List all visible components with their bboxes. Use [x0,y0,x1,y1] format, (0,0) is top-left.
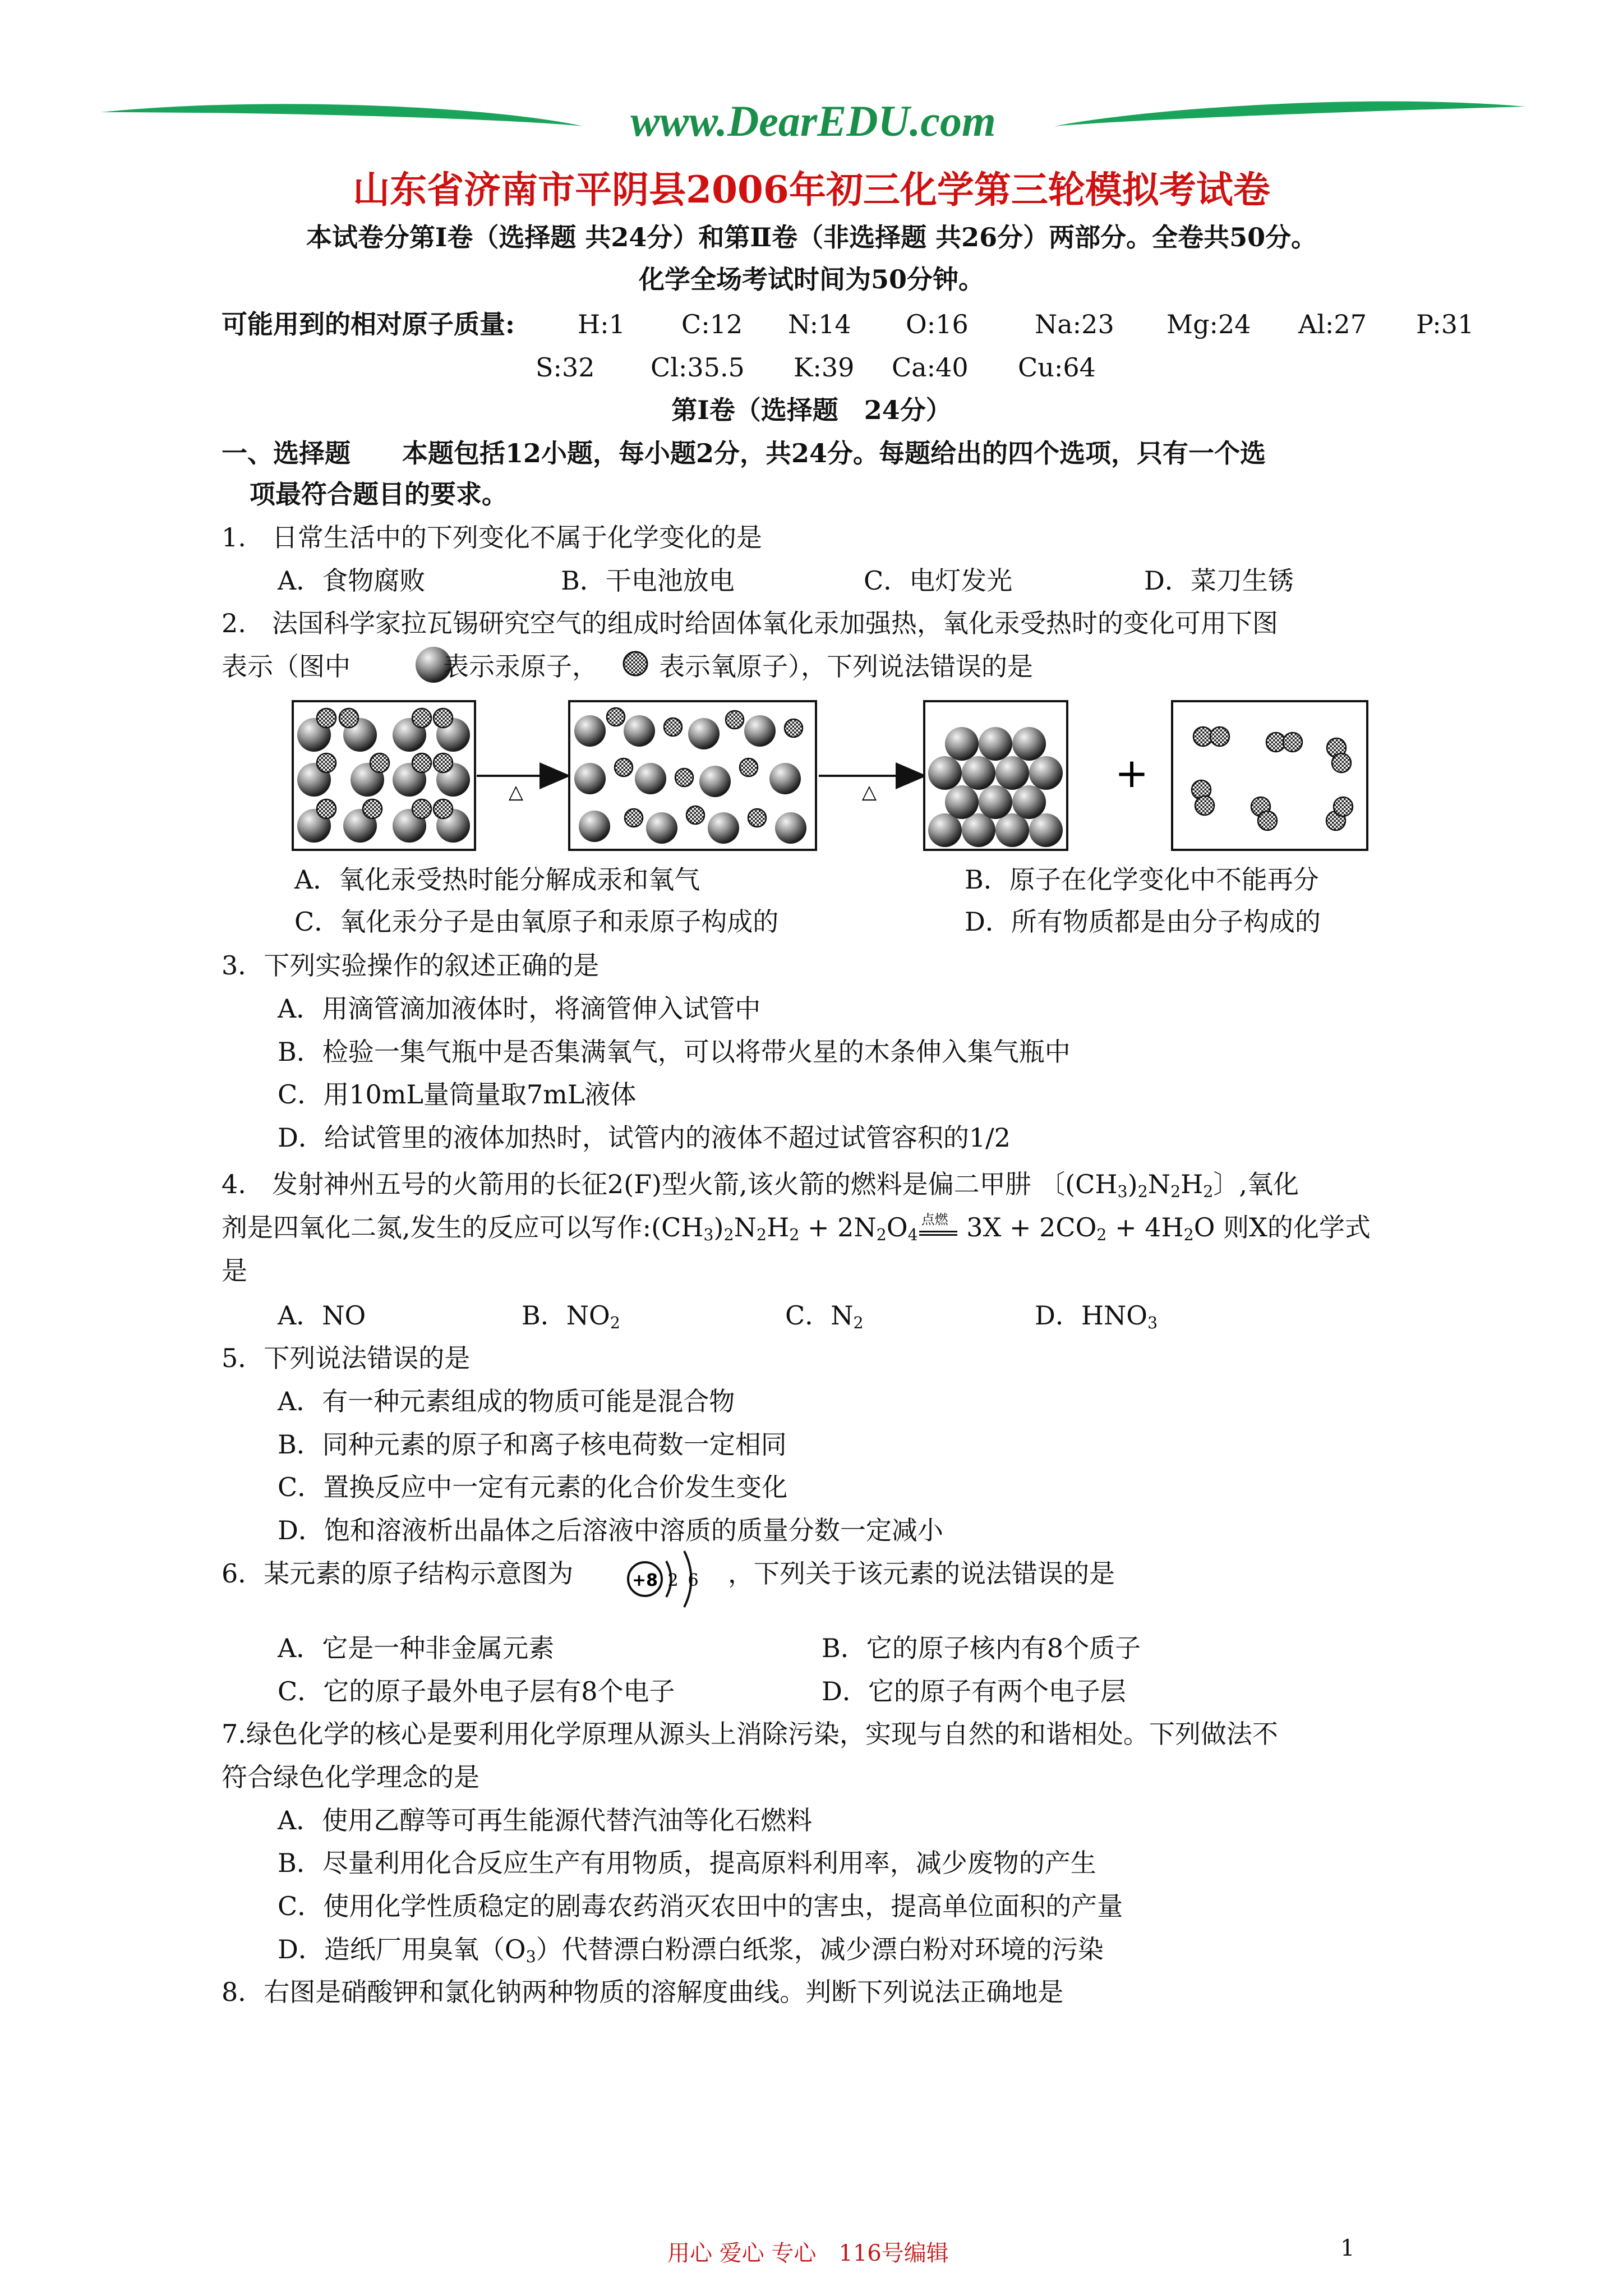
subscript: 2 [853,1314,864,1333]
q4-text: N [1147,1169,1170,1199]
atomic-mass-mg: Mg:24 [1166,309,1251,339]
q3-option-a: A．用滴管滴加液体时，将滴管伸入试管中 [278,993,761,1024]
shell1-electrons: 2 [667,1571,679,1590]
header-banner [101,95,1525,146]
q5-option-b: B．同种元素的原子和离子核电荷数一定相同 [278,1429,787,1460]
section1-heading: 一、选择题 本题包括12小题，每小题2分，共24分。每题给出的四个选项，只有一个选 [222,438,1266,468]
q6-option-d: D．它的原子有两个电子层 [822,1676,1126,1706]
q2-stem-line1: 2. 法国科学家拉瓦锡研究空气的组成时给固体氧化汞加强热，氧化汞受热时的变化可用下图 [222,608,1278,638]
subscript: 2 [756,1226,767,1245]
reaction-arrow-2 [819,776,923,803]
subscript: 2 [876,1226,887,1245]
q3-stem: 3．下列实验操作的叙述正确的是 [222,950,600,981]
q2-option-c: C．氧化汞分子是由氧原子和汞原子构成的 [294,907,779,937]
subscript: 2 [1137,1182,1148,1202]
atomic-mass-c: C:12 [681,309,743,339]
q7-option-d-text: ）代替漂白粉漂白纸浆，减少漂白粉对环境的污染 [536,1934,1104,1964]
shell2-electrons: 6 [688,1571,699,1590]
atomic-mass-k: K:39 [794,352,855,383]
q6-stem-b: ，下列关于该元素的说法错误的是 [728,1558,1115,1589]
q1-stem: 1. 日常生活中的下列变化不属于化学变化的是 [222,522,762,553]
q2-stem-line2b: 表示汞原子， [443,651,598,682]
q5-stem: 5．下列说法错误的是 [222,1343,471,1373]
q6-option-a: A．它是一种非金属元素 [278,1633,555,1663]
subscript: 3 [1117,1182,1128,1202]
q1-option-b: B．干电池放电 [561,565,735,596]
box-oxygen-product [1172,701,1367,850]
q6-option-b: B．它的原子核内有8个质子 [822,1633,1141,1663]
q7-stem-line2: 符合绿色化学理念的是 [222,1762,479,1792]
part1-title: 第Ⅰ卷（选择题 24分） [671,395,952,425]
q3-option-c: C．用10mL量筒量取7mL液体 [278,1079,637,1110]
subscript: 2 [723,1226,734,1245]
box-separated-atoms [569,701,816,850]
q4-stem-line3: 是 [222,1255,247,1286]
q4-text: ) [713,1212,724,1243]
q7-stem-line1: 7.绿色化学的核心是要利用化学原理从源头上消除污染，实现与自然的和谐相处。下列做法不 [222,1719,1278,1749]
reaction-condition-arrow [918,1212,958,1241]
document-title: 山东省济南市平阴县2006年初三化学第三轮模拟考试卷 [353,168,1270,211]
subscript: 2 [789,1226,800,1245]
subscript: 4 [907,1226,918,1245]
q5-option-c: C．置换反应中一定有元素的化合价发生变化 [278,1472,788,1502]
q4-text: H [1181,1169,1204,1199]
q7-option-d [278,1934,1104,1967]
atomic-mass-o: O:16 [906,309,969,339]
q4-text: H [767,1212,790,1243]
q1-option-c: C．电灯发光 [864,565,1013,596]
site-url: www.DearEDU.com [630,96,996,145]
q4-stem-line1 [222,1169,1299,1202]
page-number: 1 [1340,2235,1355,2261]
heat-symbol-1: △ [508,781,524,803]
q2-stem-line2c: 表示氧原子），下列说法错误的是 [659,651,1033,682]
oxygen-atom-icon [621,650,649,678]
section1-heading-cont: 项最符合题目的要求。 [250,479,508,509]
q5-option-a: A．有一种元素组成的物质可能是混合物 [278,1386,735,1416]
atomic-mass-s: S:32 [536,352,595,383]
q4-text: 4. 发射神州五号的火箭用的长征2(F)型火箭,该火箭的燃料是偏二甲肼 〔(CH [222,1169,1118,1199]
q4-option-a: A．NO [278,1300,366,1331]
q4-text: O 则X的化学式 [1193,1212,1371,1243]
subscript: 2 [610,1314,620,1333]
subscript: 3 [525,1948,536,1967]
q7-option-a: A．使用乙醇等可再生能源代替汽油等化石燃料 [278,1805,813,1835]
atomic-mass-cl: Cl:35.5 [651,352,745,383]
atomic-mass-na: Na:23 [1035,309,1114,339]
subscript: 3 [703,1226,714,1245]
atomic-mass-h: H:1 [578,309,625,339]
q4-text: 3X + 2CO [958,1212,1097,1243]
q4-text: 剂是四氧化二氮,发生的反应可以写作:(CH [222,1212,704,1243]
intro-line-1: 本试卷分第Ⅰ卷（选择题 共24分）和第Ⅱ卷（非选择题 共26分）两部分。全卷共50分。 [306,222,1317,252]
q4-text: N [734,1212,757,1243]
atomic-mass-al: Al:27 [1298,309,1367,339]
atomic-mass-label: 可能用到的相对原子质量: [222,309,515,339]
atomic-mass-n: N:14 [788,309,851,339]
q4-option-d [1035,1300,1158,1333]
heat-symbol-2: △ [861,781,877,803]
atomic-mass-ca: Ca:40 [892,352,969,383]
subscript: 2 [1183,1226,1194,1245]
q5-option-d: D．饱和溶液析出晶体之后溶液中溶质的质量分数一定减小 [278,1515,943,1545]
plus-sign: + [1114,749,1149,797]
subscript: 2 [1170,1182,1181,1202]
q4-option-d-text: D．HNO [1035,1300,1147,1331]
q7-option-d-text: D．造纸厂用臭氧（O [278,1934,526,1964]
q4-text: O [886,1212,908,1243]
subscript: 2 [1203,1182,1214,1202]
q4-option-b [522,1300,620,1333]
box-mercury-oxide [293,701,475,850]
banner-right-swoosh [1054,102,1525,126]
q4-text: + 2N [799,1212,877,1243]
q4-stem-line2 [222,1212,1371,1245]
q8-stem: 8．右图是硝酸钾和氯化钠两种物质的溶解度曲线。判断下列说法正确地是 [222,1977,1064,2007]
q3-option-b: B．检验一集气瓶中是否集满氧气，可以将带火星的木条伸入集气瓶中 [278,1037,1071,1067]
q4-text: + 4H [1106,1212,1184,1243]
q1-option-d: D．菜刀生锈 [1144,565,1294,596]
q2-option-d: D．所有物质都是由分子构成的 [965,907,1321,937]
atomic-mass-p: P:31 [1416,309,1474,339]
q2-option-a: A．氧化汞受热时能分解成汞和氧气 [294,864,700,895]
subscript: 3 [1147,1314,1158,1333]
intro-line-2: 化学全场考试时间为50分钟。 [638,264,984,295]
subscript: 2 [1096,1226,1107,1245]
nucleus-charge: +8 [631,1571,658,1590]
q4-text: 〕,氧化 [1213,1169,1299,1199]
q6-stem-a: 6．某元素的原子结构示意图为 [222,1558,574,1589]
banner-left-swoosh [101,104,583,126]
q6-option-c: C．它的原子最外电子层有8个电子 [278,1676,675,1706]
q1-option-a: A．食物腐败 [278,565,426,596]
q2-stem-line2a: 表示（图中 [222,651,351,682]
q4-option-c [785,1300,864,1333]
reaction-arrow-1 [477,776,566,803]
box-mercury-product [924,701,1067,850]
footer-text: 用心 爱心 专心 116号编辑 [667,2240,949,2266]
q4-text: ) [1127,1169,1138,1199]
ignite-condition: 点燃 [921,1212,948,1227]
q4-option-c-text: C．N [785,1300,854,1331]
q7-option-b: B．尽量利用化合反应生产有用物质，提高原料利用率，减少废物的产生 [278,1848,1096,1878]
mercury-oxide-decomposition-diagram [292,700,1368,852]
atomic-mass-cu: Cu:64 [1018,352,1096,383]
q7-option-c: C．使用化学性质稳定的剧毒农药消灭农田中的害虫，提高单位面积的产量 [278,1891,1123,1921]
q4-option-b-text: B．NO [522,1300,610,1331]
q3-option-d: D．给试管里的液体加热时，试管内的液体不超过试管容积的1/2 [278,1122,1011,1153]
q2-option-b: B．原子在化学变化中不能再分 [965,864,1319,895]
atomic-structure-diagram [623,1540,718,1624]
